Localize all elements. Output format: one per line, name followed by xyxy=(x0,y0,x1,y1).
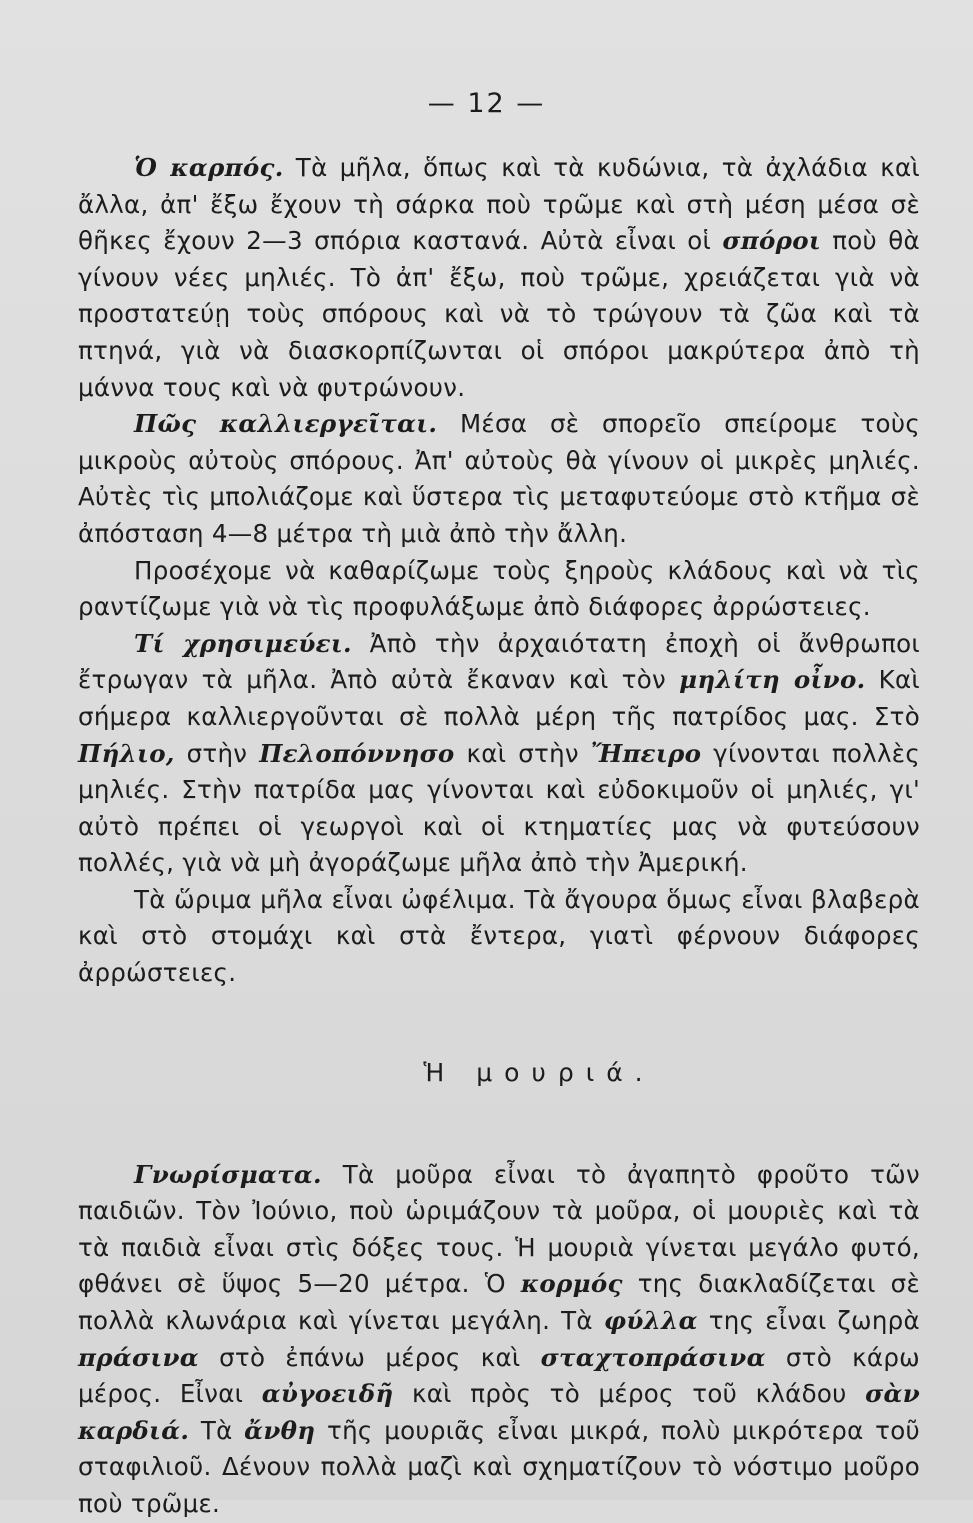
paragraph-uses xyxy=(78,626,920,882)
emphasis-seeds: σπόροι xyxy=(722,226,821,256)
paragraph-cultivation xyxy=(78,406,920,552)
paragraph-fruit xyxy=(78,150,920,406)
paragraph-mulberry xyxy=(78,1157,920,1523)
text: Μέσα σὲ σπορεῖο σπείρομε τοὺς μικροὺς αὐτοὺς σπόρους. Ἀπ' αὐτοὺς θὰ γίνουν οἱ μικρὲς μηλιές. Αὐτὲς τὶς μπολιάζομε καὶ ὕστερα τὶς μεταφυτεύομε στὸ κτῆμα σὲ ἀπόσταση 4—8 μέτρα τὴ μιὰ ἀπὸ τὴν ἄλλη. xyxy=(78,409,921,548)
text: καὶ πρὸς τὸ μέρος τοῦ κλάδου xyxy=(393,1379,866,1409)
paragraph-ripe xyxy=(78,882,920,992)
paragraph-care xyxy=(78,553,920,626)
text: Τὰ μῆλα, ὅπως καὶ τὰ κυδώνια, τὰ ἀχλάδια καὶ ἄλλα, ἀπ' ἔξω ἔχουν τὴ σάρκα ποὺ τρῶμε καὶ στὴ μέση μέσα σὲ θῆκες ἔχουν 2—3 σπόρια καστανά. Αὐτὰ εἶναι οἱ xyxy=(78,153,921,256)
emphasis-heart: σὰν καρδιά. xyxy=(78,1379,920,1445)
section-title: Ἡ μουριά. xyxy=(423,1057,655,1087)
text: Τὰ μοῦρα εἶναι τὸ ἀγαπητὸ φροῦτο τῶν παιδιῶν. Τὸν Ἰούνιο, ποὺ ὡριμάζουν τὰ μοῦρα, οἱ μουριὲς καὶ τὰ τὰ παιδιὰ εἶναι στὶς δόξες τους. Ἡ μουριὰ γίνεται μεγάλο φυτό, φθάνει σὲ ὕψος 5—20 μέτρα. Ὁ xyxy=(78,1159,920,1299)
text: στὴν xyxy=(174,738,260,768)
page-content xyxy=(78,150,920,1523)
emphasis-pelion: Πήλιο, xyxy=(78,738,175,768)
emphasis-peloponnese: Πελοπόννησο xyxy=(259,738,455,768)
text: στὸ κάρω μέρος. Εἶναι xyxy=(78,1342,920,1409)
emphasis-ashgreen: σταχτοπράσινα xyxy=(540,1342,766,1372)
emphasis-trunk: κορμός xyxy=(520,1269,623,1299)
lead-fruit: Ὁ καρπός. xyxy=(134,153,284,182)
emphasis-green: πράσινα xyxy=(78,1342,199,1372)
text: της εἶναι ζωηρὰ xyxy=(697,1306,920,1336)
lead-mulberry: Γνωρίσματα. xyxy=(134,1159,322,1189)
text: Προσέχομε νὰ καθαρίζωμε τοὺς ξηροὺς κλάδους καὶ νὰ τὶς ραντίζωμε γιὰ νὰ τὶς προφυλάξωμε ἀπὸ διάφορες ἀρρώστειες. xyxy=(78,555,920,622)
page-number: — 12 — xyxy=(427,88,546,119)
text: Τὰ xyxy=(189,1415,245,1445)
lead-uses: Τί χρησιμεύει. xyxy=(134,628,352,658)
text: ποὺ θὰ γίνουν νέες μηλιές. Τὸ ἀπ' ἔξω, ποὺ τρῶμε, χρειάζεται γιὰ νὰ προστατεύῃ τοὺς σπόρους καὶ νὰ τὸ τρώγουν τὰ ζῶα καὶ τὰ πτηνά, γιὰ νὰ διασκορπίζωνται οἱ σπόροι μακρύτερα ἀπὸ τὴ μάννα τους καὶ νὰ φυτρώνουν. xyxy=(78,226,920,402)
emphasis-ovate: αὐγοειδῆ xyxy=(261,1379,394,1409)
text: στὸ ἐπάνω μέρος καὶ xyxy=(198,1342,541,1372)
text: τῆς μουριᾶς εἶναι μικρά, πολὺ μικρότερα τοῦ σταφιλιοῦ. Δένουν πολλὰ μαζὶ καὶ σχηματίζουν τὸ νόστιμο μοῦρο ποὺ τρῶμε. xyxy=(78,1415,920,1518)
text: καὶ στὴν xyxy=(454,738,591,768)
text: γίνονται πολλὲς μηλιές. Στὴν πατρίδα μας γίνονται καὶ εὐδοκιμοῦν οἱ μηλιές, γι' αὐτὸ πρέπει οἱ γεωργοὶ καὶ οἱ κτηματίες μας νὰ φυτεύσουν πολλές, γιὰ νὰ μὴ ἀγοράζωμε μῆλα ἀπὸ τὴν Ἀμερική. xyxy=(78,738,921,878)
text: Ἀπὸ τὴν ἀρχαιότατη ἐποχὴ οἱ ἄνθρωποι ἔτρωγαν τὰ μῆλα. Ἀπὸ αὐτὰ ἔκαναν καὶ τὸν xyxy=(78,628,920,695)
emphasis-flowers: ἄνθη xyxy=(244,1415,316,1445)
text: Καὶ σήμερα καλλιεργοῦνται σὲ πολλὰ μέρη τῆς πατρίδος μας. Στὸ xyxy=(78,665,920,731)
emphasis-leaves: φύλλα xyxy=(603,1306,698,1336)
emphasis-cider: μηλίτη οἶνο. xyxy=(679,665,866,695)
text: Τὰ ὥριμα μῆλα εἶναι ὠφέλιμα. Τὰ ἄγουρα ὅμως εἶναι βλαβερὰ καὶ στὸ στομάχι καὶ στὰ ἔντερα, γιατὶ φέρνουν διάφορες ἀρρώστειες. xyxy=(78,884,920,988)
text: της διακλαδίζεται σὲ πολλὰ κλωνάρια καὶ γίνεται μεγάλη. Τὰ xyxy=(78,1269,920,1336)
emphasis-epirus: Ἤπειρο xyxy=(590,738,702,768)
lead-cultivation: Πῶς καλλιεργεῖται. xyxy=(134,409,438,439)
